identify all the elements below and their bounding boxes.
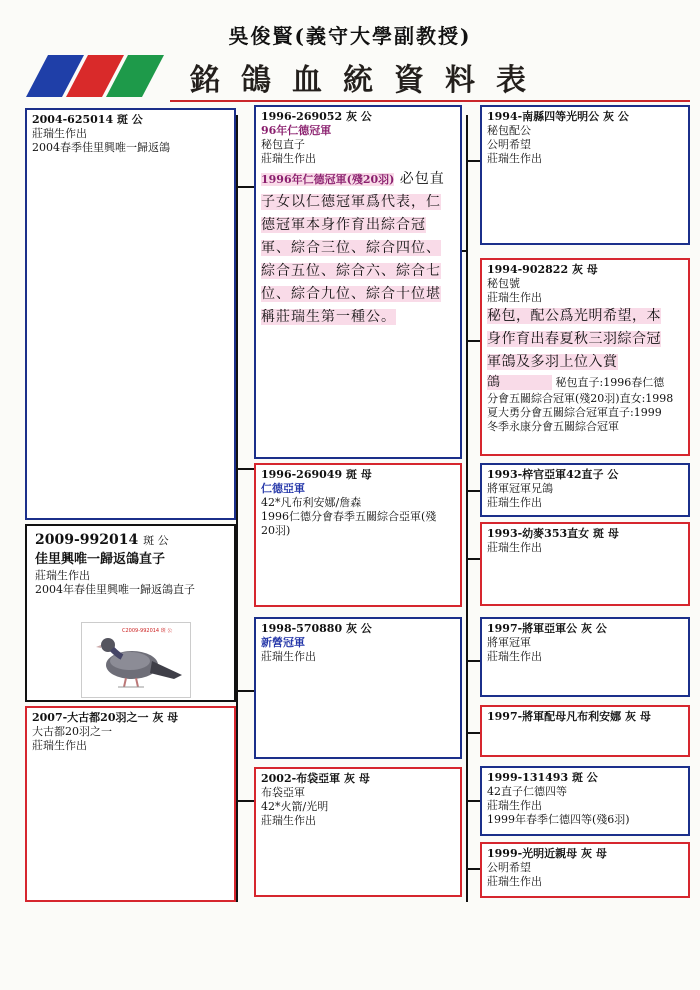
- dd-line1: 布袋亞軍: [261, 786, 305, 799]
- ssd-s1: 分會五關綜合冠軍(殘20羽)直女:1998: [487, 392, 674, 405]
- sss-line3: 莊瑞生作出: [487, 152, 542, 165]
- dam-card: [25, 706, 236, 902]
- dam-sire-card: [254, 617, 462, 759]
- ddd-line1: 公明希望: [487, 861, 531, 874]
- subject-color: 斑 公: [143, 534, 169, 547]
- ssd-card: [480, 258, 690, 456]
- logo-stripes: [26, 55, 166, 97]
- dss-card: [480, 617, 690, 697]
- dss-color: 灰 公: [581, 622, 607, 635]
- dsd-color: 灰 母: [625, 710, 651, 723]
- subject-card: [25, 524, 236, 702]
- sds-line2: 莊瑞生作出: [487, 496, 542, 509]
- header-top-title: 吳俊賢(義守大學副教授): [228, 24, 472, 48]
- dd-ring: 2002-布袋亞軍: [261, 772, 341, 785]
- subject-line1: 莊瑞生作出: [35, 569, 90, 582]
- dam-dam-card: [254, 767, 462, 897]
- sd-award: 仁德亞軍: [261, 482, 305, 495]
- sire-line2: 2004春季佳里興唯一歸返鴿: [32, 141, 170, 154]
- dsd-card: [480, 705, 690, 757]
- ssd-color: 灰 母: [571, 263, 598, 276]
- sd-ring: 1996-269049: [261, 468, 343, 481]
- sss-ring: 1994-南縣四等光明公: [487, 110, 600, 123]
- sss-line1: 秘包配公: [487, 124, 531, 137]
- sire-dam-card: [254, 463, 462, 607]
- sss-line2: 公明希望: [487, 138, 531, 151]
- dam-line1: 大古都20羽之一: [32, 725, 112, 738]
- ssd-ring: 1994-902822: [487, 263, 569, 276]
- dss-line2: 莊瑞生作出: [487, 650, 542, 663]
- dd-line2: 42*火箭/光明: [261, 800, 329, 813]
- ss-p3: 德冠軍本身作育出綜合冠: [261, 217, 426, 233]
- sds-ring: 1993-梓官亞軍42直子: [487, 468, 604, 481]
- dds-line2: 莊瑞生作出: [487, 799, 542, 812]
- ddd-color: 灰 母: [581, 847, 607, 860]
- ss-p1b: 必包直: [399, 171, 445, 187]
- subject-line2: 2004年春佳里興唯一歸返鴿直子: [35, 583, 195, 596]
- sd-line1: 42*凡布利安娜/詹森: [261, 496, 362, 509]
- ss-p7: 稱莊瑞生第一種公。: [261, 309, 396, 325]
- ddd-card: [480, 842, 690, 898]
- sss-card: [480, 105, 690, 245]
- ss-p5: 綜合五位、綜合六、綜合七: [261, 263, 441, 279]
- sire-line1: 莊瑞生作出: [32, 127, 87, 140]
- sd-line3: 20羽): [261, 524, 291, 537]
- ss-line1: 秘包直子: [261, 138, 305, 151]
- subject-ring: 2009-992014: [35, 532, 139, 548]
- sdd-ring: 1993-幼麥353直女: [487, 527, 590, 540]
- sss-color: 灰 公: [603, 110, 629, 123]
- dam-line2: 莊瑞生作出: [32, 739, 87, 752]
- subject-title: 佳里興唯一歸返鴿直子: [35, 552, 166, 567]
- ssd-p3: 軍鴿及多羽上位入賞: [487, 354, 618, 370]
- dds-line1: 42直子仁德四等: [487, 785, 567, 798]
- pigeon-photo: [81, 622, 191, 698]
- sdd-color: 斑 母: [593, 527, 619, 540]
- ssd-line1: 秘包號: [487, 277, 520, 290]
- sds-line1: 將軍冠軍兄鴿: [487, 482, 553, 495]
- ss-line2: 莊瑞生作出: [261, 152, 316, 165]
- dds-ring: 1999-131493: [487, 771, 569, 784]
- dss-line1: 將軍冠軍: [487, 636, 531, 649]
- sire-ring: 2004-625014: [32, 113, 114, 126]
- dd-color: 灰 母: [344, 772, 370, 785]
- dam-ring: 2007-大古都20羽之一: [32, 711, 149, 724]
- sd-color: 斑 母: [345, 468, 372, 481]
- ss-p6: 位、綜合九位、綜合十位堪: [261, 286, 441, 302]
- ssd-p1: 秘包，配公爲光明希望，本: [487, 308, 661, 324]
- ssd-line2: 莊瑞生作出: [487, 291, 542, 304]
- ssd-s2: 夏大勇分會五關綜合冠軍直子:1999: [487, 406, 662, 419]
- header-rule: [170, 100, 690, 102]
- dds-line3: 1999年春季仁德四等(殘6羽): [487, 813, 630, 826]
- sds-color: 公: [607, 468, 619, 481]
- ds-line1: 莊瑞生作出: [261, 650, 316, 663]
- ssd-s3: 冬季永康分會五關綜合冠軍: [487, 420, 619, 433]
- main-title: 銘鴿血統資料表: [190, 63, 547, 98]
- sire-color: 斑 公: [116, 113, 143, 126]
- dss-ring: 1997-將軍亞軍公: [487, 622, 578, 635]
- ds-award: 新營冠軍: [261, 636, 305, 649]
- ssd-p4a: 鴿: [487, 375, 552, 390]
- dam-color: 灰 母: [152, 711, 179, 724]
- dds-card: [480, 766, 690, 836]
- ds-color: 灰 公: [345, 622, 372, 635]
- sd-line2: 1996仁德分會春季五關綜合亞軍(殘: [261, 510, 437, 523]
- dds-color: 斑 公: [571, 771, 598, 784]
- pigeon-icon: [82, 623, 190, 697]
- sire-card: [25, 108, 236, 520]
- ssd-p4b: 秘包直子:1996春仁德: [555, 376, 665, 389]
- sire-sire-card: [254, 105, 462, 459]
- ss-p2: 子女以仁德冠軍爲代表，仁: [261, 194, 441, 210]
- dsd-ring: 1997-將軍配母凡布利安娜: [487, 710, 622, 723]
- sds-card: [480, 463, 690, 517]
- dd-line3: 莊瑞生作出: [261, 814, 316, 827]
- photo-caption: C2009-992014 斑 公: [122, 628, 173, 634]
- ss-p4: 軍、綜合三位、綜合四位、: [261, 240, 441, 256]
- sdd-line1: 莊瑞生作出: [487, 541, 542, 554]
- sdd-card: [480, 522, 690, 606]
- ddd-ring: 1999-光明近親母: [487, 847, 578, 860]
- ddd-line2: 莊瑞生作出: [487, 875, 542, 888]
- ss-award: 96年仁德冠軍: [261, 124, 332, 137]
- ss-p1: 1996年仁德冠軍(殘20羽): [261, 173, 395, 186]
- ds-ring: 1998-570880: [261, 622, 343, 635]
- ss-color: 灰 公: [345, 110, 372, 123]
- ss-ring: 1996-269052: [261, 110, 343, 123]
- ssd-p2: 身作育出春夏秋三羽綜合冠: [487, 331, 661, 347]
